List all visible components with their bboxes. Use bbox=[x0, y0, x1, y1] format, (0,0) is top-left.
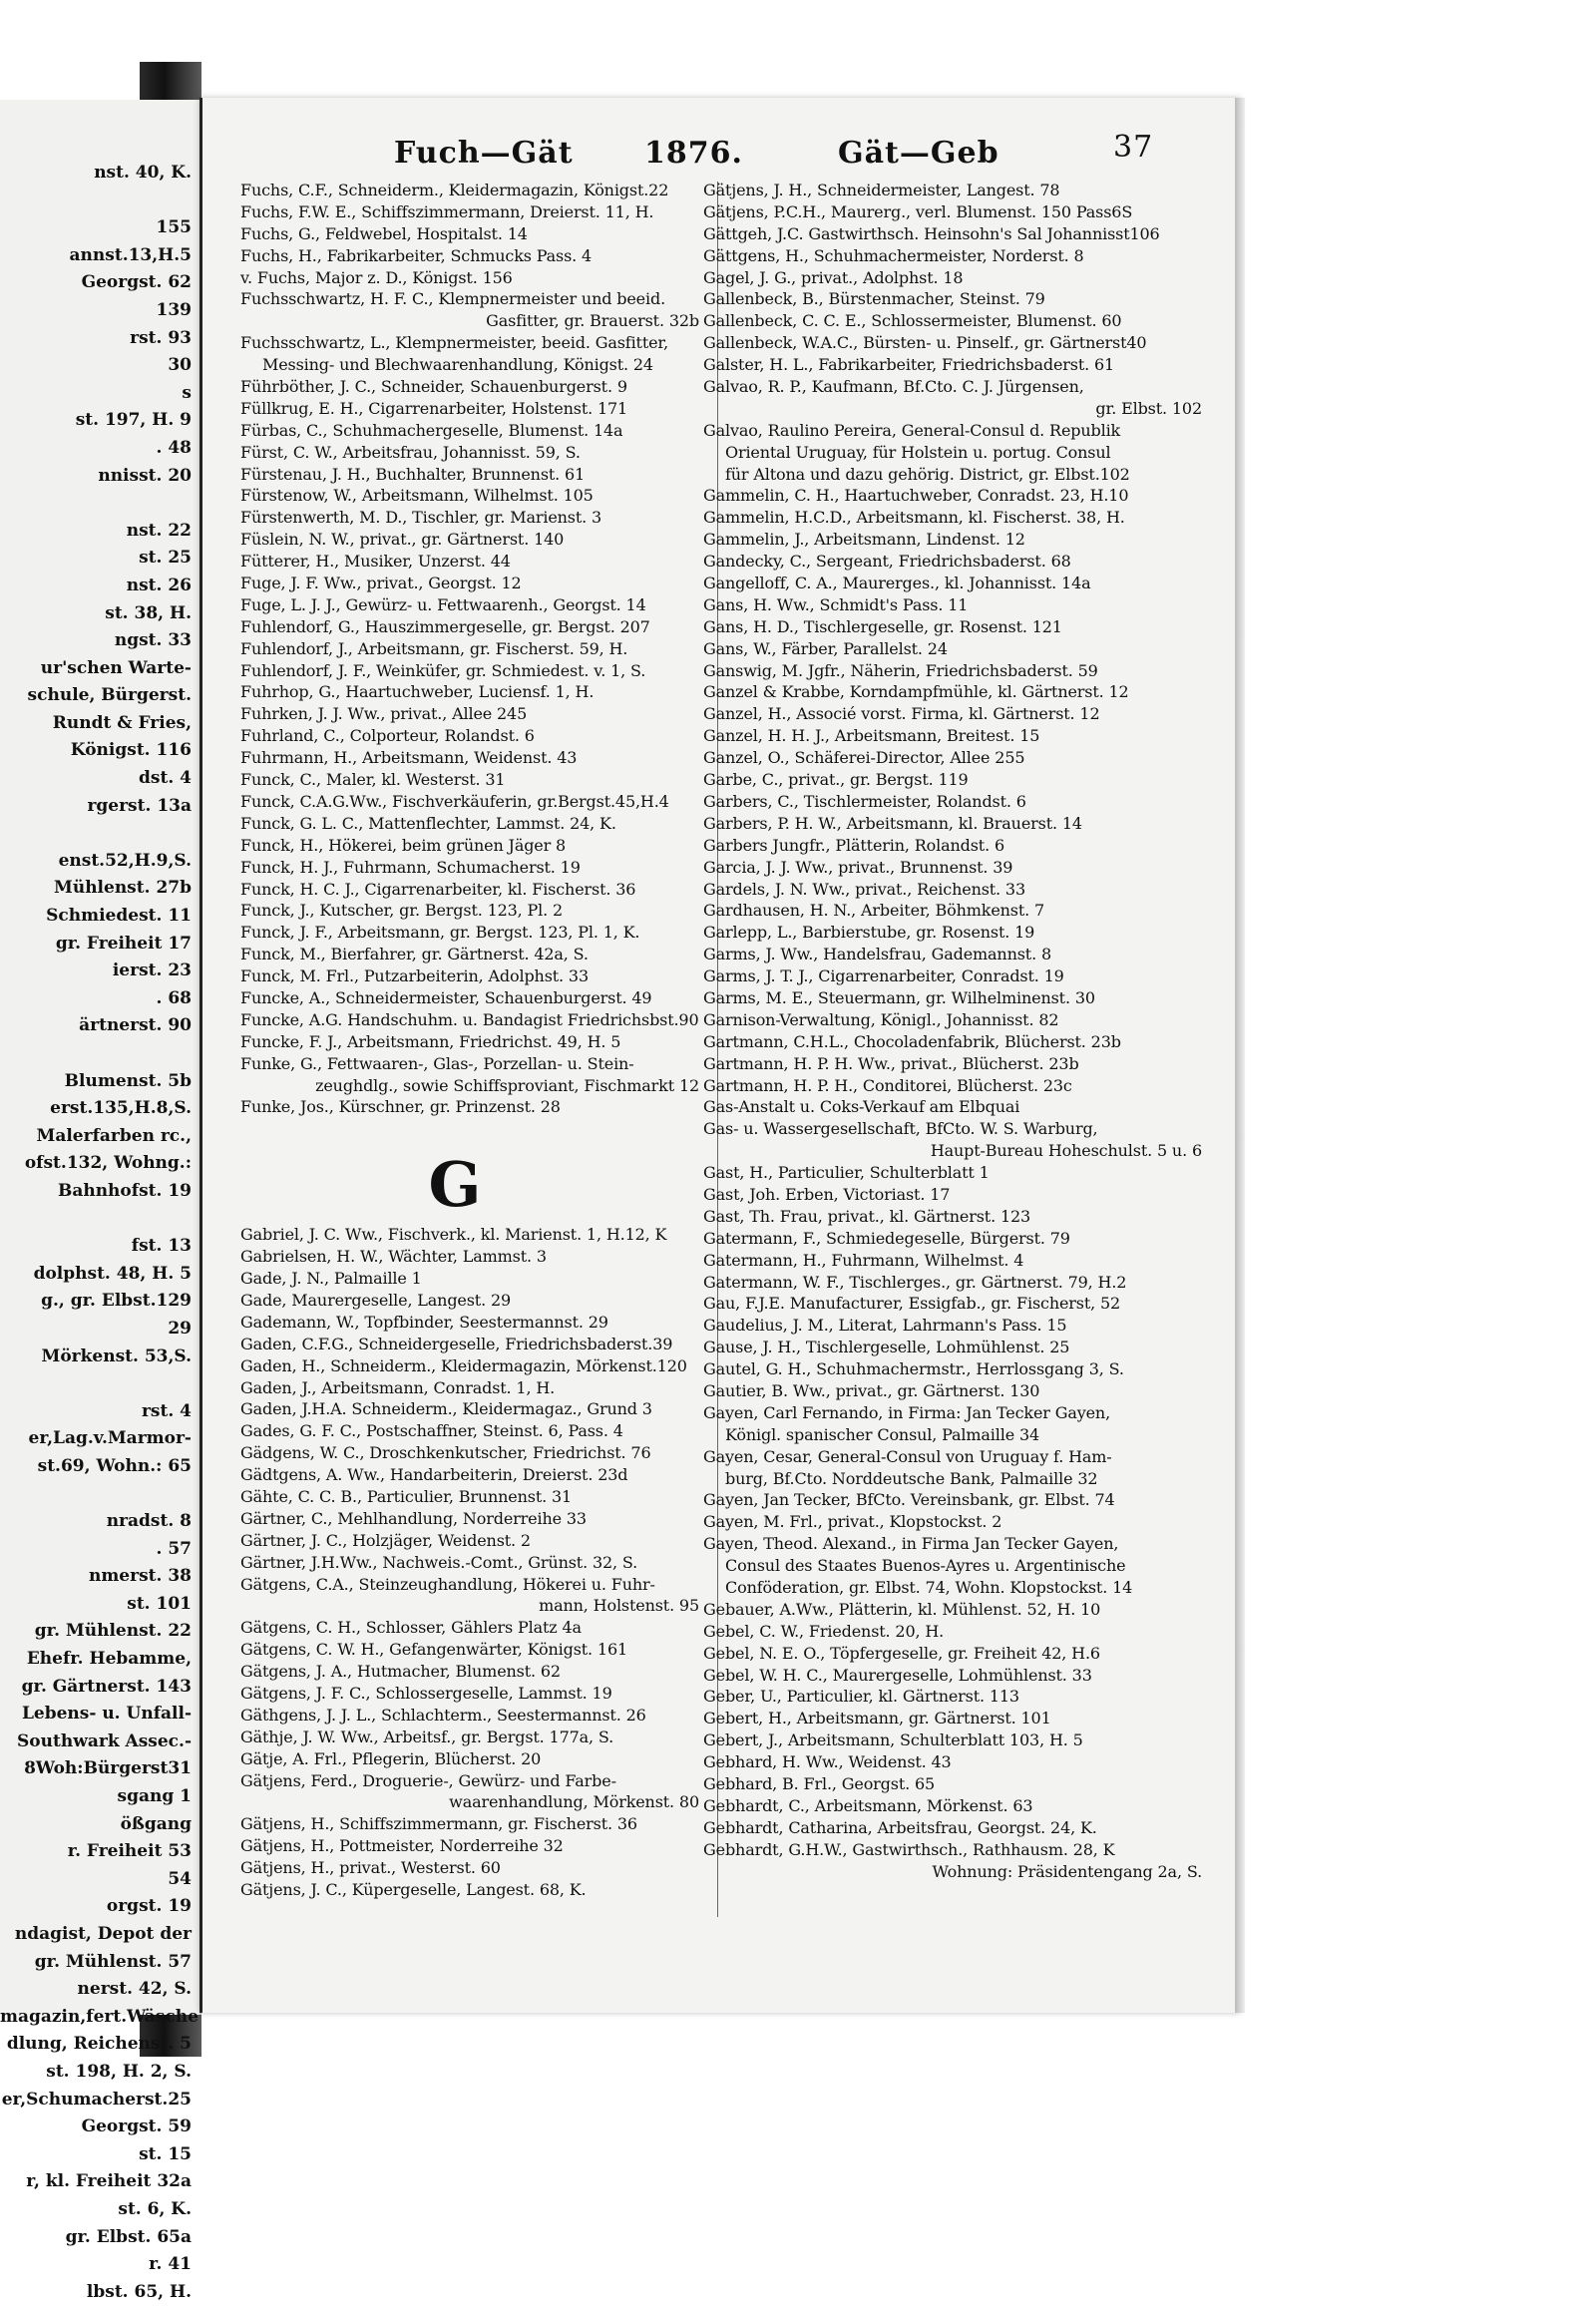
previous-page-line: fst. 13 bbox=[131, 1236, 192, 1257]
directory-entry: Garbe, C., privat., gr. Bergst. 119 bbox=[703, 770, 969, 790]
directory-entry: Gebhard, H. Ww., Weidenst. 43 bbox=[703, 1752, 952, 1772]
directory-entry: Gädgens, W. C., Droschkenkutscher, Friedrichst. 76 bbox=[240, 1443, 651, 1463]
previous-page-line: Königst. 116 bbox=[70, 740, 192, 761]
directory-entry: Fütterer, H., Musiker, Unzerst. 44 bbox=[240, 552, 511, 572]
directory-entry: Garms, J. Ww., Handelsfrau, Gademannst. 8 bbox=[703, 945, 1051, 964]
directory-entry: Funck, H. C. J., Cigarrenarbeiter, kl. Fischerst. 36 bbox=[240, 879, 636, 899]
previous-page-line: Georgst. 62 bbox=[81, 272, 192, 293]
directory-entry: für Altona und dazu gehörig. District, gr. Elbst.102 bbox=[725, 464, 1130, 484]
directory-entry: Gättgens, H., Schuhmachermeister, Norderst. 8 bbox=[703, 245, 1084, 265]
directory-entry: Gätjens, J. H., Schneidermeister, Langest. 78 bbox=[703, 181, 1060, 199]
previous-page-line: nerst. 42, S. bbox=[77, 1979, 192, 2000]
previous-page-line bbox=[0, 1206, 200, 1234]
directory-entry: Gaden, H., Schneiderm., Kleidermagazin, Mörkenst.120 bbox=[240, 1355, 687, 1375]
directory-entry: Fuchsschwartz, H. F. C., Klempnermeister und beeid. bbox=[240, 289, 665, 309]
directory-entry: Gädtgens, A. Ww., Handarbeiterin, Dreierst. 23d bbox=[240, 1465, 628, 1485]
directory-entry: mann, Holstenst. 95 bbox=[539, 1596, 699, 1616]
previous-page-line: nradst. 8 bbox=[106, 1511, 192, 1532]
previous-page-line bbox=[0, 188, 200, 215]
directory-entry: gr. Elbst. 102 bbox=[1095, 398, 1202, 418]
directory-entry: Gast, Joh. Erben, Victoriast. 17 bbox=[703, 1184, 951, 1204]
directory-entry: Gebhardt, Catharina, Arbeitsfrau, Georgst. 24, K. bbox=[703, 1817, 1097, 1837]
directory-entry: Funcke, A., Schneidermeister, Schauenburgerst. 49 bbox=[240, 987, 652, 1007]
directory-entry: Gayen, Jan Tecker, BfCto. Vereinsbank, gr. Elbst. 74 bbox=[703, 1490, 1115, 1510]
previous-page-line bbox=[0, 1040, 200, 1068]
directory-entry: Gast, Th. Frau, privat., kl. Gärtnerst. 123 bbox=[703, 1206, 1031, 1226]
directory-entry: Gebert, H., Arbeitsmann, gr. Gärtnerst. 101 bbox=[703, 1709, 1051, 1729]
previous-page-line bbox=[0, 490, 200, 518]
directory-entry: Fürbas, C., Schuhmachergeselle, Blumenst. 14a bbox=[240, 420, 623, 440]
directory-entry: Wohnung: Präsidentengang 2a, S. bbox=[932, 1861, 1202, 1881]
previous-page-line: 29 bbox=[168, 1318, 192, 1339]
directory-entry: Fuhrken, J. J. Ww., privat., Allee 245 bbox=[240, 704, 528, 724]
previous-page-line: Rundt & Fries, bbox=[52, 712, 192, 733]
directory-entry: Fuhrmann, H., Arbeitsmann, Weidenst. 43 bbox=[240, 748, 578, 768]
directory-entry: Gaudelius, J. M., Literat, Lahrmann's Pass. 15 bbox=[703, 1316, 1067, 1336]
previous-page-line: er,Schumacherst.25 bbox=[1, 2089, 192, 2110]
directory-entry: Funke, G., Fettwaaren-, Glas-, Porzellan- u. Stein- bbox=[240, 1053, 634, 1073]
previous-page-line: lbst. 65, H. bbox=[86, 2281, 192, 2302]
previous-page-line: st. 6, K. bbox=[118, 2198, 192, 2219]
previous-page-line: dolphst. 48, H. 5 bbox=[33, 1263, 192, 1284]
previous-page-line: schule, Bürgerst. bbox=[27, 685, 192, 706]
directory-entry: Gautel, G. H., Schuhmachermstr., Herrlossgang 3, S. bbox=[703, 1359, 1124, 1379]
directory-entry: Gaden, J., Arbeitsmann, Conradst. 1, H. bbox=[240, 1377, 556, 1397]
directory-entry: Gätjens, H., Pottmeister, Norderreihe 32 bbox=[240, 1836, 564, 1856]
previous-page-line: . 48 bbox=[156, 437, 192, 458]
directory-entry: Gähte, C. C. B., Particulier, Brunnenst. 31 bbox=[240, 1486, 573, 1506]
previous-page-line: Malerfarben rc., bbox=[36, 1125, 192, 1146]
previous-page-line: Schmiedest. 11 bbox=[46, 906, 192, 927]
directory-entry: Gätjens, J. C., Küpergeselle, Langest. 68, K. bbox=[240, 1880, 587, 1900]
directory-entry: Fuchs, F.W. E., Schiffszimmermann, Dreierst. 11, H. bbox=[240, 201, 654, 221]
directory-entry: Consul des Staates Buenos-Ayres u. Argentinische bbox=[725, 1556, 1126, 1576]
directory-entry: Gans, H. Ww., Schmidt's Pass. 11 bbox=[703, 594, 969, 614]
directory-entry: Ganswig, M. Jgfr., Näherin, Friedrichsbaderst. 59 bbox=[703, 660, 1098, 680]
directory-entry: Gartmann, H. P. H., Conditorei, Blücherst. 23c bbox=[703, 1075, 1072, 1095]
directory-entry: Gandecky, C., Sergeant, Friedrichsbaderst. 68 bbox=[703, 552, 1071, 572]
previous-page-line bbox=[0, 1481, 200, 1509]
directory-entry: Gartmann, H. P. H. Ww., privat., Blücherst. 23b bbox=[703, 1053, 1079, 1073]
directory-entry: Gademann, W., Topfbinder, Seestermannst. 29 bbox=[240, 1312, 608, 1332]
previous-page-line: gr. Mühlenst. 22 bbox=[34, 1621, 192, 1642]
directory-entry: Gabriel, J. C. Ww., Fischverk., kl. Marienst. 1, H.12, K bbox=[240, 1225, 667, 1245]
directory-entry: Garms, M. E., Steuermann, gr. Wilhelminenst. 30 bbox=[703, 987, 1095, 1007]
directory-entry: Gade, Maurergeselle, Langest. 29 bbox=[240, 1290, 512, 1310]
previous-page-line: rst. 4 bbox=[141, 1400, 192, 1421]
directory-entry: Gätjens, H., Schiffszimmermann, gr. Fischerst. 36 bbox=[240, 1814, 637, 1834]
directory-entry: Gebhardt, G.H.W., Gastwirthsch., Rathhausm. 28, K bbox=[703, 1839, 1115, 1859]
directory-entry: Funck, J., Kutscher, gr. Bergst. 123, Pl. 2 bbox=[240, 901, 564, 921]
directory-entry: Funck, G. L. C., Mattenflechter, Lammst. 24, K. bbox=[240, 813, 616, 833]
directory-entry: Galvao, Raulino Pereira, General-Consul d. Republik bbox=[703, 420, 1121, 440]
directory-entry: Gayen, Theod. Alexand., in Firma Jan Tecker Gayen, bbox=[703, 1534, 1119, 1554]
header-right-range: Gät—Geb bbox=[838, 136, 999, 171]
directory-entry: Ganzel, O., Schäferei-Director, Allee 255 bbox=[703, 748, 1025, 768]
directory-entry: Gangelloff, C. A., Maurerges., kl. Johannisst. 14a bbox=[703, 574, 1091, 593]
directory-entry: Gätgens, J. A., Hutmacher, Blumenst. 62 bbox=[240, 1662, 561, 1682]
directory-entry: Gades, G. F. C., Postschaffner, Steinst. 6, Pass. 4 bbox=[240, 1421, 623, 1441]
directory-entry: Gardels, J. N. Ww., privat., Reichenst. 33 bbox=[703, 879, 1025, 899]
directory-entry: Gayen, Carl Fernando, in Firma: Jan Tecker Gayen, bbox=[703, 1402, 1111, 1422]
previous-page-line bbox=[0, 1370, 200, 1398]
previous-page-line: dst. 4 bbox=[139, 768, 192, 789]
directory-entry: Fürstenwerth, M. D., Tischler, gr. Marienst. 3 bbox=[240, 508, 602, 528]
previous-page-line: ndagist, Depot der bbox=[14, 1924, 192, 1944]
previous-page-line: nnisst. 20 bbox=[98, 465, 192, 486]
directory-entry: Gärtner, J. C., Holzjäger, Weidenst. 2 bbox=[240, 1530, 531, 1550]
directory-entry: Fürstenau, J. H., Buchhalter, Brunnenst. 61 bbox=[240, 464, 586, 484]
directory-entry: Gans, H. D., Tischlergeselle, gr. Rosenst. 121 bbox=[703, 616, 1062, 636]
previous-page-line: Ehefr. Hebamme, bbox=[26, 1649, 192, 1670]
directory-entry: Gättgeh, J.C. Gastwirthsch. Heinsohn's Sal Johannisst106 bbox=[703, 223, 1160, 243]
directory-entry: Funck, J. F., Arbeitsmann, gr. Bergst. 123, Pl. 1, K. bbox=[240, 923, 640, 943]
previous-page-line: st. 25 bbox=[139, 548, 192, 569]
directory-entry: Gebel, C. W., Friedenst. 20, H. bbox=[703, 1621, 945, 1641]
directory-entry: burg, Bf.Cto. Norddeutsche Bank, Palmaille 32 bbox=[725, 1468, 1098, 1488]
directory-entry: Königl. spanischer Consul, Palmaille 34 bbox=[725, 1424, 1040, 1444]
directory-entry: Funck, M., Bierfahrer, gr. Gärtnerst. 42a, S. bbox=[240, 945, 589, 964]
directory-entry: Geber, U., Particulier, kl. Gärtnerst. 113 bbox=[703, 1687, 1019, 1707]
previous-page-line: . 57 bbox=[156, 1538, 192, 1559]
directory-entry: Fürstenow, W., Arbeitsmann, Wilhelmst. 105 bbox=[240, 486, 594, 506]
directory-entry: Gardhausen, H. N., Arbeiter, Böhmkenst. 7 bbox=[703, 901, 1045, 921]
previous-page-line: sgang 1 bbox=[117, 1786, 192, 1807]
directory-entry: Gatermann, W. F., Tischlerges., gr. Gärtnerst. 79, H.2 bbox=[703, 1272, 1127, 1292]
previous-page-line: Mühlenst. 27b bbox=[54, 878, 192, 899]
previous-page-line: er,Lag.v.Marmor- bbox=[28, 1428, 192, 1449]
directory-entry: Gätje, A. Frl., Pflegerin, Blücherst. 20 bbox=[240, 1748, 542, 1768]
previous-page-line: Mörkenst. 53,S. bbox=[41, 1345, 192, 1366]
directory-entry: Gans, W., Färber, Parallelst. 24 bbox=[703, 638, 948, 658]
directory-entry: Führböther, J. C., Schneider, Schauenburgerst. 9 bbox=[240, 377, 627, 397]
directory-entry: Gebhard, B. Frl., Georgst. 65 bbox=[703, 1774, 936, 1794]
page-number: 37 bbox=[1113, 130, 1154, 165]
directory-entry: Gaden, C.F.G., Schneidergeselle, Friedrichsbaderst.39 bbox=[240, 1334, 673, 1353]
directory-entry: Gärtner, J.H.Ww., Nachweis.-Comt., Grünst. 32, S. bbox=[240, 1552, 638, 1572]
previous-page-lines bbox=[0, 160, 200, 2306]
previous-page-line: r. Freiheit 53 bbox=[67, 1841, 192, 1862]
previous-page-line: rgerst. 13a bbox=[87, 795, 192, 816]
directory-entry: Gau, F.J.E. Manufacturer, Essigfab., gr. Fischerst, 52 bbox=[703, 1294, 1121, 1314]
directory-entry: Fuhlendorf, J. F., Weinküfer, gr. Schmiedest. v. 1, S. bbox=[240, 660, 646, 680]
directory-entry: Gebel, N. E. O., Töpfergeselle, gr. Freiheit 42, H.6 bbox=[703, 1643, 1100, 1663]
directory-entry: Gebauer, A.Ww., Plätterin, kl. Mühlenst. 52, H. 10 bbox=[703, 1599, 1101, 1619]
directory-entry: Gatermann, H., Fuhrmann, Wilhelmst. 4 bbox=[703, 1250, 1024, 1270]
previous-page-line: nst. 26 bbox=[126, 575, 192, 595]
previous-page-line: gr. Gärtnerst. 143 bbox=[21, 1676, 192, 1697]
previous-page-line: ierst. 23 bbox=[112, 961, 192, 981]
directory-entry: v. Fuchs, Major z. D., Königst. 156 bbox=[240, 267, 513, 287]
directory-entry: Gäthgens, J. J. L., Schlachterm., Seestermannst. 26 bbox=[240, 1705, 646, 1725]
directory-entry: Gätgens, C. W. H., Gefangenwärter, Königst. 161 bbox=[240, 1640, 628, 1660]
previous-page-line: st. 38, H. bbox=[105, 602, 192, 623]
directory-entry: Garbers, P. H. W., Arbeitsmann, kl. Brauerst. 14 bbox=[703, 813, 1082, 833]
previous-page-line: r, kl. Freiheit 32a bbox=[26, 2171, 192, 2192]
directory-entry: Gautier, B. Ww., privat., gr. Gärtnerst. 130 bbox=[703, 1380, 1040, 1400]
directory-entry: Funke, Jos., Kürschner, gr. Prinzenst. 28 bbox=[240, 1097, 561, 1117]
previous-page-line: . 68 bbox=[156, 987, 192, 1008]
directory-entry: Fürst, C. W., Arbeitsfrau, Johannisst. 59, S. bbox=[240, 442, 581, 462]
previous-page-line: 54 bbox=[168, 1868, 192, 1889]
directory-entry: Gammelin, C. H., Haartuchweber, Conradst. 23, H.10 bbox=[703, 486, 1129, 506]
previous-page-line: dlung, Reichenst. 5 bbox=[6, 2034, 192, 2055]
previous-page-line: gr. Freiheit 17 bbox=[55, 933, 192, 954]
page-header bbox=[202, 130, 1240, 176]
directory-entry: Gärtner, C., Mehlhandlung, Norderreihe 33 bbox=[240, 1508, 587, 1528]
directory-entry: Conföderation, gr. Elbst. 74, Wohn. Klopstockst. 14 bbox=[725, 1578, 1133, 1597]
directory-entry: Gasfitter, gr. Brauerst. 32b bbox=[486, 311, 699, 331]
directory-entry: Funck, C., Maler, kl. Westerst. 31 bbox=[240, 770, 506, 790]
directory-entry: Garbers Jungfr., Plätterin, Rolandst. 6 bbox=[703, 835, 1004, 855]
directory-entry: Gartmann, C.H.L., Chocoladenfabrik, Blücherst. 23b bbox=[703, 1031, 1121, 1051]
previous-page-line: gr. Elbst. 65a bbox=[65, 2226, 192, 2247]
previous-page-line: magazin,fert.Wäsche bbox=[0, 2006, 199, 2027]
previous-page-line: Bahnhofst. 19 bbox=[57, 1180, 192, 1201]
left-column bbox=[240, 180, 699, 1901]
directory-entry: Fuhrhop, G., Haartuchweber, Luciensf. 1, H. bbox=[240, 682, 595, 702]
directory-entry: Galvao, R. P., Kaufmann, Bf.Cto. C. J. Jürgensen, bbox=[703, 377, 1084, 397]
previous-page-line: ofst.132, Wohng.: bbox=[24, 1153, 192, 1174]
previous-page-line: annst.13,H.5 bbox=[69, 244, 192, 265]
previous-page-line: ößgang bbox=[120, 1813, 192, 1834]
previous-page-fragment bbox=[0, 100, 201, 2302]
directory-entry: Gallenbeck, B., Bürstenmacher, Steinst. 79 bbox=[703, 289, 1045, 309]
directory-entry: waarenhandlung, Mörkenst. 80 bbox=[449, 1792, 699, 1812]
previous-page-line: ur'schen Warte- bbox=[40, 657, 192, 678]
directory-entry: Gätgens, J. F. C., Schlossergeselle, Lammst. 19 bbox=[240, 1684, 612, 1703]
previous-page-line: st. 197, H. 9 bbox=[75, 410, 192, 431]
directory-entry: Fuhlendorf, G., Hauszimmergeselle, gr. Bergst. 207 bbox=[240, 616, 650, 636]
directory-entry: Gätjens, H., privat., Westerst. 60 bbox=[240, 1858, 501, 1878]
directory-entry: Gaden, J.H.A. Schneiderm., Kleidermagaz., Grund 3 bbox=[240, 1399, 652, 1419]
directory-entry: Füslein, N. W., privat., gr. Gärtnerst. 140 bbox=[240, 530, 565, 550]
previous-page-line: g., gr. Elbst.129 bbox=[41, 1291, 192, 1312]
directory-entry: Garnison-Verwaltung, Königl., Johannisst. 82 bbox=[703, 1009, 1059, 1029]
directory-entry: Garcia, J. J. Ww., privat., Brunnenst. 39 bbox=[703, 857, 1013, 877]
previous-page-line: Georgst. 59 bbox=[81, 2116, 192, 2137]
previous-page-line: ngst. 33 bbox=[114, 630, 192, 651]
section-letter-heading: G bbox=[428, 1148, 482, 1222]
previous-page-line: Lebens- u. Unfall- bbox=[21, 1704, 192, 1725]
previous-page-line: r. 41 bbox=[149, 2254, 192, 2275]
directory-entry: Gätgens, C.A., Steinzeughandlung, Hökerei u. Fuhr- bbox=[240, 1574, 655, 1594]
previous-page-line: 30 bbox=[168, 355, 192, 376]
directory-entry: Gallenbeck, C. C. E., Schlossermeister, Blumenst. 60 bbox=[703, 311, 1122, 331]
directory-entry: Gas-Anstalt u. Coks-Verkauf am Elbquai bbox=[703, 1097, 1020, 1117]
previous-page-line: orgst. 19 bbox=[106, 1896, 192, 1917]
directory-entry: Fuchs, G., Feldwebel, Hospitalst. 14 bbox=[240, 223, 528, 243]
directory-entry: Gayen, Cesar, General-Consul von Uruguay f. Ham- bbox=[703, 1446, 1112, 1466]
directory-entry: Garms, J. T. J., Cigarrenarbeiter, Conradst. 19 bbox=[703, 966, 1064, 986]
directory-entry: Garlepp, L., Barbierstube, gr. Rosenst. 19 bbox=[703, 923, 1035, 943]
directory-entry: Gebel, W. H. C., Maurergeselle, Lohmühlenst. 33 bbox=[703, 1665, 1092, 1685]
directory-entry: Gätgens, C. H., Schlosser, Gählers Platz 4a bbox=[240, 1618, 582, 1638]
directory-entry: Funcke, A.G. Handschuhm. u. Bandagist Friedrichsbst.90 bbox=[240, 1009, 699, 1029]
directory-entry: Gast, H., Particulier, Schulterblatt 1 bbox=[703, 1163, 990, 1183]
directory-entry: Gammelin, J., Arbeitsmann, Lindenst. 12 bbox=[703, 530, 1025, 550]
directory-entry: Fuchs, H., Fabrikarbeiter, Schmucks Pass. 4 bbox=[240, 245, 593, 265]
directory-entry: Funck, H., Hökerei, beim grünen Jäger 8 bbox=[240, 835, 567, 855]
directory-entry: Funck, M. Frl., Putzarbeiterin, Adolphst. 33 bbox=[240, 966, 589, 986]
previous-page-line: nst. 40, K. bbox=[94, 163, 192, 183]
directory-entry: Galster, H. L., Fabrikarbeiter, Friedrichsbaderst. 61 bbox=[703, 355, 1115, 375]
directory-entry: Funcke, F. J., Arbeitsmann, Friedrichst. 49, H. 5 bbox=[240, 1031, 621, 1051]
header-left-range: Fuch—Gät bbox=[394, 136, 574, 171]
directory-page bbox=[200, 98, 1240, 2013]
previous-page-line bbox=[0, 820, 200, 848]
section-gap bbox=[240, 1118, 699, 1146]
directory-entry: Gause, J. H., Tischlergeselle, Lohmühlenst. 25 bbox=[703, 1338, 1070, 1357]
directory-entry: Messing- und Blechwaarenhandlung, Königst. 24 bbox=[262, 355, 653, 375]
directory-entry: Fuchs, C.F., Schneiderm., Kleidermagazin, Königst.22 bbox=[240, 181, 669, 199]
directory-entry: Füllkrug, E. H., Cigarrenarbeiter, Holstenst. 171 bbox=[240, 398, 628, 418]
directory-entry: Gabrielsen, H. W., Wächter, Lammst. 3 bbox=[240, 1247, 547, 1267]
directory-entry: Gayen, M. Frl., privat., Klopstockst. 2 bbox=[703, 1512, 1002, 1532]
directory-entry: Gätjens, Ferd., Droguerie-, Gewürz- und Farbe- bbox=[240, 1770, 616, 1790]
previous-page-line: ärtnerst. 90 bbox=[79, 1015, 192, 1036]
previous-page-line: erst.135,H.8,S. bbox=[50, 1098, 192, 1119]
previous-page-line: gr. Mühlenst. 57 bbox=[34, 1951, 192, 1972]
previous-page-line: enst.52,H.9,S. bbox=[58, 850, 192, 871]
right-column bbox=[703, 180, 1202, 1882]
directory-entry: Haupt-Bureau Hoheschulst. 5 u. 6 bbox=[930, 1141, 1202, 1161]
previous-page-line: st. 15 bbox=[139, 2143, 192, 2164]
directory-entry: Ganzel, H., Associé vorst. Firma, kl. Gärtnerst. 12 bbox=[703, 704, 1100, 724]
previous-page-line: 139 bbox=[156, 299, 192, 320]
directory-entry: Gagel, J. G., privat., Adolphst. 18 bbox=[703, 267, 964, 287]
directory-entry: Garbers, C., Tischlermeister, Rolandst. 6 bbox=[703, 791, 1026, 811]
directory-entry: Fuchsschwartz, L., Klempnermeister, beeid. Gasfitter, bbox=[240, 333, 669, 353]
directory-entry: Fuhlendorf, J., Arbeitsmann, gr. Fischerst. 59, H. bbox=[240, 638, 628, 658]
previous-page-line: st. 198, H. 2, S. bbox=[46, 2061, 192, 2082]
previous-page-line: nst. 22 bbox=[126, 520, 192, 541]
directory-entry: Fuhrland, C., Colporteur, Rolandst. 6 bbox=[240, 726, 535, 746]
page-edge bbox=[1235, 98, 1245, 2013]
directory-entry: Funck, C.A.G.Ww., Fischverkäuferin, gr.Bergst.45,H.4 bbox=[240, 791, 669, 811]
directory-entry: Gatermann, F., Schmiedegeselle, Bürgerst. 79 bbox=[703, 1228, 1070, 1248]
previous-page-line: 155 bbox=[156, 217, 192, 238]
directory-entry: Oriental Uruguay, für Holstein u. portug. Consul bbox=[725, 442, 1111, 462]
header-year: 1876. bbox=[644, 136, 743, 171]
previous-page-line: 8Woh:Bürgerst31 bbox=[24, 1758, 192, 1779]
directory-entry: Gäthje, J. W. Ww., Arbeitsf., gr. Bergst. 177a, S. bbox=[240, 1727, 614, 1746]
directory-entry: Funck, H. J., Fuhrmann, Schumacherst. 19 bbox=[240, 857, 581, 877]
directory-entry: Ganzel, H. H. J., Arbeitsmann, Breitest. 15 bbox=[703, 726, 1040, 746]
directory-entry: Fuge, L. J. J., Gewürz- u. Fettwaarenh., Georgst. 14 bbox=[240, 594, 646, 614]
directory-entry: Gammelin, H.C.D., Arbeitsmann, kl. Fischerst. 38, H. bbox=[703, 508, 1125, 528]
previous-page-line: st. 101 bbox=[127, 1593, 192, 1614]
directory-entry: Ganzel & Krabbe, Korndampfmühle, kl. Gärtnerst. 12 bbox=[703, 682, 1129, 702]
directory-entry: Gebhardt, C., Arbeitsmann, Mörkenst. 63 bbox=[703, 1795, 1033, 1815]
previous-page-line: rst. 93 bbox=[130, 327, 192, 348]
directory-entry: Gallenbeck, W.A.C., Bürsten- u. Pinself., gr. Gärtnerst40 bbox=[703, 333, 1147, 353]
previous-page-line: Blumenst. 5b bbox=[64, 1070, 192, 1091]
directory-entry: Fuge, J. F. Ww., privat., Georgst. 12 bbox=[240, 574, 522, 593]
directory-entry: Gätjens, P.C.H., Maurerg., verl. Blumenst. 150 Pass6S bbox=[703, 201, 1133, 221]
previous-page-line: Southwark Assec.- bbox=[17, 1730, 192, 1751]
directory-entry: Gade, J. N., Palmaille 1 bbox=[240, 1269, 422, 1289]
directory-entry: Gebert, J., Arbeitsmann, Schulterblatt 103, H. 5 bbox=[703, 1730, 1083, 1750]
directory-entry: zeughdlg., sowie Schiffsproviant, Fischmarkt 12 bbox=[315, 1075, 699, 1095]
previous-page-line: nmerst. 38 bbox=[88, 1566, 192, 1587]
directory-entry: Gas- u. Wassergesellschaft, BfCto. W. S. Warburg, bbox=[703, 1119, 1098, 1139]
previous-page-line: s bbox=[182, 382, 192, 403]
previous-page-line: st.69, Wohn.: 65 bbox=[37, 1455, 192, 1476]
